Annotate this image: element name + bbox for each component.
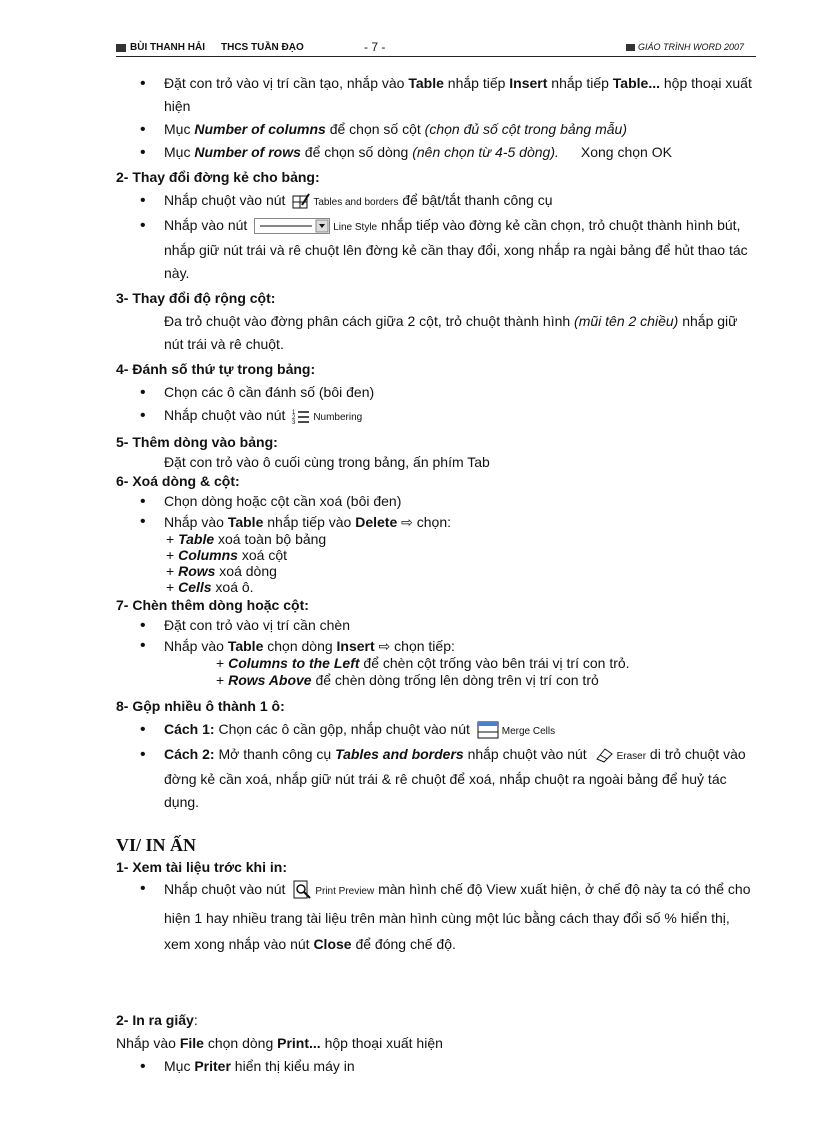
text: 2- In ra giấy (116, 1012, 194, 1028)
list-item: • Chọn dòng hoặc cột cần xoá (bôi đen) (116, 490, 756, 513)
section-heading: 3- Thay đổi độ rộng cột: (116, 290, 276, 306)
arrow-icon: ⇨ (401, 514, 413, 530)
button-label: Line Style (333, 222, 378, 233)
text: để chọn số dòng (300, 144, 413, 160)
book-icon (626, 44, 635, 51)
text: + (166, 579, 179, 595)
button-label: Merge Cells (501, 726, 556, 737)
keyword: Close (313, 936, 352, 952)
list-item (116, 404, 756, 429)
text: để chèn dòng trống lên dòng trên vị trí con trỏ (311, 672, 599, 688)
text: để đóng chế độ. (351, 936, 456, 952)
s4-list (116, 381, 756, 429)
s8-list (116, 718, 756, 814)
text: Mục (164, 1058, 195, 1074)
option-line (116, 547, 756, 563)
keyword: Rows Above (228, 672, 312, 688)
text: nhắp chuột vào nút (463, 746, 587, 762)
list-item (116, 72, 756, 118)
text: màn hình chế độ View xuất hiện, ở chế độ này ta có thể cho hiện 1 hay nhiều trang tài liệu trên màn hình cùng một lúc bằng cách thay đổi số % hiển thị, xem xong nhắp vào nút (164, 881, 751, 952)
keyword: Cells (178, 579, 212, 595)
keyword: Cách 1: (164, 721, 215, 737)
text: Đặt con trỏ vào vị trí cần tạo, nhắp vào (164, 75, 409, 91)
text: xoá cột (237, 547, 287, 563)
text: nhắp tiếp vào đờng kẻ cần chọn, trỏ chuột thành hình bút, nhắp giữ nút trái và rê chuột lên đờng kẻ cần thay đổi, xong nhắp ra ngài bảng để hủt thao tác này. (164, 217, 748, 281)
text: + (166, 547, 179, 563)
section-heading: 2- Thay đổi đờng kẻ cho bảng: (116, 169, 320, 185)
keyword: Number of columns (194, 121, 326, 137)
keyword: Table (227, 514, 264, 530)
paragraph (116, 310, 756, 356)
list-item: • Chọn các ô cần đánh số (bôi đen) (116, 381, 756, 404)
print-preview-list (116, 876, 756, 957)
svg-text:1: 1 (292, 410, 296, 417)
keyword: Table (408, 75, 444, 91)
text: Nhắp chuột vào nút (164, 881, 286, 897)
page-number: - 7 - (364, 40, 386, 54)
keyword: Number of rows (194, 144, 301, 160)
option-line (116, 531, 756, 547)
text: để chọn số cột (325, 121, 425, 137)
keyword: Delete (355, 514, 398, 530)
text: chọn dòng (263, 638, 337, 654)
text: : (193, 1012, 198, 1028)
printer-list (116, 1055, 756, 1078)
text: Nhắp vào (164, 638, 228, 654)
list-item (116, 637, 756, 655)
option-line (116, 655, 756, 672)
computer-icon (116, 44, 126, 52)
list-item (116, 1055, 756, 1078)
keyword: File (179, 1035, 204, 1051)
text: + (166, 563, 179, 579)
merge-cells-icon (477, 721, 499, 739)
section-heading: 8- Gộp nhiều ô thành 1 ô: (116, 698, 285, 714)
text: chọn: (412, 514, 452, 530)
keyword: Columns (178, 547, 238, 563)
numbering-icon (292, 408, 310, 424)
s7-list (116, 614, 756, 655)
section-heading: 5- Thêm dòng vào bảng: (116, 434, 278, 450)
keyword: Cách 2: (164, 746, 215, 762)
arrow-icon: ⇨ (378, 638, 391, 654)
text: chọn tiếp: (390, 638, 455, 654)
text: để bật/tắt thanh công cụ (398, 192, 553, 208)
keyword: Insert (509, 75, 548, 91)
text: Mở thanh công cụ (214, 746, 336, 762)
keyword: Priter (194, 1058, 231, 1074)
text: + (166, 531, 179, 547)
text: + (216, 672, 229, 688)
text: chọn dòng (203, 1035, 278, 1051)
note: (mũi tên 2 chiều) (574, 313, 679, 329)
page-header (116, 36, 756, 58)
paragraph (116, 1032, 756, 1055)
keyword: Insert (336, 638, 375, 654)
text: Nhắp vào nút (164, 217, 248, 233)
text: Nhắp vào (116, 1035, 180, 1051)
insert-table-list (116, 72, 756, 164)
option-line (116, 563, 756, 579)
list-item (116, 743, 756, 814)
text: Nhắp chuột vào nút (164, 192, 286, 208)
section-heading: 1- Xem tài liệu trớc khi in: (116, 859, 287, 875)
header-book-title: GIÁO TRÌNH WORD 2007 (637, 42, 744, 52)
list-item (116, 118, 756, 141)
note: (nên chọn từ 4-5 dòng). (412, 144, 559, 160)
print-preview-icon (292, 880, 312, 900)
text: xoá dòng (215, 563, 277, 579)
text: xoá toàn bộ bảng (214, 531, 327, 547)
header-school: THCS TUẦN ĐẠO (221, 42, 304, 53)
option-line (116, 672, 756, 689)
keyword: Table (178, 531, 215, 547)
section-heading: 6- Xoá dòng & cột: (116, 473, 240, 489)
keyword: Columns to the Left (228, 655, 360, 671)
text: Nhắp chuột vào nút (164, 407, 286, 423)
header-author: BÙI THANH HẢI (130, 42, 205, 53)
text: Đa trỏ chuột vào đờng phân cách giữa 2 cột, trỏ chuột thành hình (164, 313, 575, 329)
keyword: Tables and borders (335, 746, 464, 762)
keyword: Print... (277, 1035, 321, 1051)
button-label: Eraser (616, 751, 647, 762)
section-heading: 7- Chèn thêm dòng hoặc cột: (116, 597, 309, 613)
section-title: VI/ IN ẤN (116, 835, 197, 855)
text: hộp thoại xuất hiện (320, 1035, 443, 1051)
option-line (116, 579, 756, 595)
note: (chọn đủ số cột trong bảng mẫu) (424, 121, 627, 137)
text: nhắp tiếp (547, 75, 613, 91)
text: Chọn các ô cần gộp, nhắp chuột vào nút (214, 721, 470, 737)
svg-text:2: 2 (292, 415, 296, 422)
text: Mục (164, 121, 195, 137)
button-label: Tables and borders (313, 197, 399, 208)
section-heading: 4- Đánh số thứ tự trong bảng: (116, 361, 316, 377)
keyword: Table... (612, 75, 660, 91)
header-rule (116, 56, 756, 57)
list-item: • Đặt con trỏ vào vị trí cần chèn (116, 614, 756, 637)
list-item (116, 876, 756, 957)
header-right (626, 42, 744, 52)
text: nhắp tiếp vào (263, 514, 356, 530)
text: Nhắp vào (164, 514, 228, 530)
text: nhắp giữ nút trái và rê chuột. (164, 313, 738, 352)
page-content (116, 72, 756, 1078)
header-left (116, 42, 304, 53)
text: + (216, 655, 229, 671)
text: để chèn cột trống vào bên trái vị trí con trỏ. (359, 655, 630, 671)
list-item (116, 718, 756, 743)
keyword: Rows (178, 563, 216, 579)
text: di trỏ chuột vào đờng kẻ cần xoá, nhắp giữ nút trái & rê chuột để xoá, nhắp chuột ra ngoài bảng để huỷ tác dụng. (164, 746, 746, 810)
text: Xong chọn OK (580, 144, 672, 160)
text: hiển thị kiểu máy in (230, 1058, 355, 1074)
text: Mục (164, 144, 195, 160)
text: hộp thoại xuất hiện (164, 75, 752, 114)
tables-and-borders-icon (292, 193, 310, 209)
eraser-icon (594, 747, 614, 763)
list-item (116, 214, 756, 285)
list-item (116, 141, 756, 164)
text: xoá ô. (211, 579, 254, 595)
list-item (116, 513, 756, 531)
button-label: Numbering (313, 412, 363, 423)
keyword: Table (227, 638, 264, 654)
s6-list (116, 490, 756, 531)
section-heading (116, 1009, 756, 1032)
button-label: Print Preview (315, 886, 375, 897)
svg-text:3: 3 (292, 420, 296, 425)
line-style-dropdown-icon (254, 218, 330, 234)
paragraph: Đặt con trỏ vào ô cuối cùng trong bảng, ấn phím Tab (164, 454, 490, 470)
list-item (116, 189, 756, 214)
s2-list (116, 189, 756, 285)
text: nhắp tiếp (443, 75, 510, 91)
